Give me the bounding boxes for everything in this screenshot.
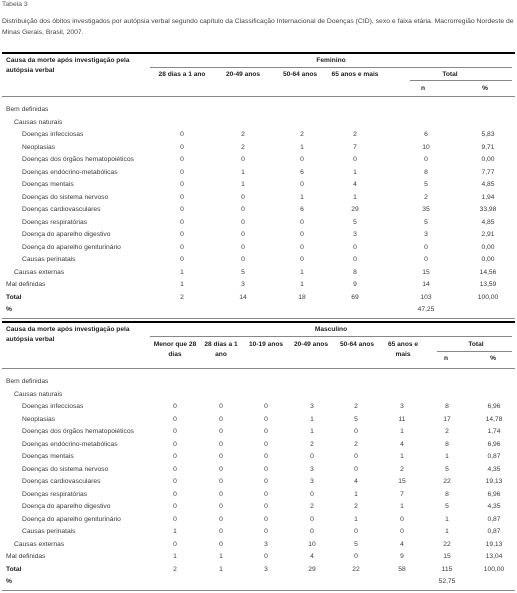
masc-row-label: Doenças mentais xyxy=(22,453,74,460)
masc-table-cell: 0 xyxy=(264,528,268,535)
masc-table-cell: 10 xyxy=(308,540,316,548)
masc-table-cell: 3 xyxy=(310,403,314,410)
masc-table-cell: 4 xyxy=(354,478,358,485)
fem-table-cell: 7 xyxy=(353,143,357,151)
table-top-rule xyxy=(2,52,515,54)
masc-total-header: Total xyxy=(468,341,484,348)
masc-table-cell: 8 xyxy=(445,440,449,448)
masc-table-cell: 2 xyxy=(354,403,358,410)
masc-table-cell: 0,87 xyxy=(487,515,501,523)
fem-table-cell: 14,56 xyxy=(479,268,497,276)
fem-table-cell: 0 xyxy=(241,231,245,238)
masc-table-cell: 2 xyxy=(310,503,314,510)
fem-table-cell: 0 xyxy=(180,143,184,151)
masc-table-cell: 0 xyxy=(173,440,177,448)
masc-table-cell: 4,35 xyxy=(487,503,501,510)
masc-table-cell: 0 xyxy=(173,415,177,423)
masc-table-cell: 1 xyxy=(354,490,358,498)
masc-table-cell: 0 xyxy=(219,440,223,448)
fem-row-label: Neoplasias xyxy=(22,143,56,151)
masc-table-cell: 19,13 xyxy=(485,540,503,548)
masc-table-cell: 1,74 xyxy=(487,428,501,435)
fem-table-cell: 0 xyxy=(241,243,245,251)
masc-group-underline xyxy=(150,336,512,337)
fem-table-cell: 0 xyxy=(180,156,184,163)
fem-table-cell: 0 xyxy=(241,156,245,163)
masc-table-cell: 1 xyxy=(219,565,223,573)
fem-row-label: Total xyxy=(6,293,22,301)
fem-table-cell: 0 xyxy=(241,218,245,226)
fem-table-cell: 6 xyxy=(300,168,304,176)
masc-table-cell: 1 xyxy=(400,503,404,510)
masc-table-cell: 4 xyxy=(310,553,314,560)
fem-table-cell: 14 xyxy=(422,281,430,288)
masc-col-header-3: 10-19 anos xyxy=(248,341,284,348)
masc-table-cell: 0 xyxy=(264,515,268,523)
masc-table-cell: 1 xyxy=(219,553,223,560)
masc-table-cell: 0 xyxy=(264,553,268,560)
fem-row-label: Doenças mentais xyxy=(22,181,74,188)
masc-table-cell: 0 xyxy=(219,428,223,435)
masc-table-cell: 29 xyxy=(308,565,316,573)
masc-pct-header: % xyxy=(490,355,496,362)
masc-group-header: Masculino xyxy=(314,326,348,333)
masc-table-cell: 0 xyxy=(264,403,268,410)
fem-row-label: Bem definidas xyxy=(6,106,49,113)
fem-table-cell: 2,91 xyxy=(481,231,495,238)
masc-table-cell: 0 xyxy=(173,453,177,460)
masc-table-cell: 3 xyxy=(264,540,268,548)
fem-table-cell: 1 xyxy=(180,268,184,276)
masc-table-cell: 52,75 xyxy=(438,578,456,585)
fem-table-cell: 5 xyxy=(424,218,428,226)
masc-cause-header: Causa da morte após investigação pela autópsia verbal xyxy=(6,326,130,343)
masc-col-header-1: Menor que 28 dias xyxy=(153,341,197,358)
fem-table-cell: 33,98 xyxy=(479,206,497,213)
masc-table-cell: 2 xyxy=(310,440,314,448)
masc-table-cell: 0 xyxy=(219,540,223,548)
fem-table-cell: 5 xyxy=(353,218,357,226)
fem-table-cell: 0 xyxy=(241,193,245,201)
fem-table-cell: 0 xyxy=(353,156,357,163)
table-caption: Distribuição dos óbitos investigados por autópsia verbal segundo capítulo da Classificação Internacional de Doenças (CID), sexo e faixa etária. Macrorregião Nordeste de Minas Gerais, Brasil, 2007. xyxy=(2,18,514,36)
fem-table-cell: 0 xyxy=(180,256,184,263)
fem-table-cell: 0 xyxy=(241,256,245,263)
masc-table-cell: 0 xyxy=(264,478,268,485)
masc-table-cell: 19,13 xyxy=(485,478,503,485)
fem-row-label: Mal definidas xyxy=(6,281,46,288)
masc-table-cell: 0 xyxy=(219,503,223,510)
masc-table-cell: 0 xyxy=(264,490,268,498)
masc-table-cell: 0 xyxy=(173,490,177,498)
masc-table-cell: 0 xyxy=(264,453,268,460)
fem-table-cell: 0 xyxy=(424,256,428,263)
fem-table-cell: 4,85 xyxy=(481,181,495,188)
fem-table-cell: 18 xyxy=(298,293,306,301)
fem-table-cell: 13,59 xyxy=(479,281,497,288)
masc-table-cell: 2 xyxy=(400,465,404,473)
masc-table-cell: 0 xyxy=(354,553,358,560)
masc-table-cell: 0 xyxy=(173,515,177,523)
masc-table-cell: 0 xyxy=(264,465,268,473)
masc-row-label: Total xyxy=(6,565,22,573)
masc-row-label: Doenças endócrino-metabólicas xyxy=(22,440,118,448)
masc-table-cell: 0 xyxy=(173,428,177,435)
fem-table-cell: 1 xyxy=(353,168,357,176)
masc-table-cell: 5 xyxy=(445,503,449,510)
fem-table-cell: 0 xyxy=(424,243,428,251)
masc-table-cell: 0 xyxy=(264,440,268,448)
fem-table-cell: 1 xyxy=(300,193,304,201)
masc-row-label: Doenças do sistema nervoso xyxy=(22,465,109,473)
fem-cause-header: Causa da morte após investigação pela autópsia verbal xyxy=(6,57,130,74)
fem-table-cell: 0,00 xyxy=(481,156,495,163)
fem-table-cell: 1,94 xyxy=(481,193,495,201)
masc-row-label: Causas naturais xyxy=(14,390,63,398)
masc-row-label: Bem definidas xyxy=(6,378,49,385)
masc-table-cell: 1 xyxy=(310,428,314,435)
masc-table-cell: 2 xyxy=(354,440,358,448)
fem-table-cell: 2 xyxy=(353,131,357,138)
masc-row-label: Mal definidas xyxy=(6,553,46,560)
masc-table-cell: 0,87 xyxy=(487,528,501,535)
fem-row-label: % xyxy=(6,306,12,313)
masc-table-cell: 13,04 xyxy=(485,553,503,560)
masc-row-label: Doenças infecciosas xyxy=(22,403,84,410)
masc-row-label: Causas externas xyxy=(14,540,65,548)
fem-pct-header: % xyxy=(482,85,488,92)
masc-table-cell: 115 xyxy=(441,565,453,573)
fem-table-cell: 0,00 xyxy=(481,256,495,263)
masc-table-cell: 0 xyxy=(264,415,268,423)
fem-row-label: Doenças do sistema nervoso xyxy=(22,193,109,201)
masc-table-cell: 0 xyxy=(219,453,223,460)
fem-table-cell: 0 xyxy=(300,181,304,188)
masc-table-cell: 3 xyxy=(310,465,314,473)
fem-table-cell: 0 xyxy=(353,243,357,251)
masc-table-cell: 2 xyxy=(445,428,449,435)
masc-table-cell: 22 xyxy=(443,478,451,485)
fem-table-cell: 0 xyxy=(180,218,184,226)
masc-table-cell: 1 xyxy=(173,553,177,560)
masc-table-cell: 0 xyxy=(219,515,223,523)
fem-table-cell: 1 xyxy=(300,268,304,276)
masc-table-cell: 0 xyxy=(354,465,358,473)
fem-table-cell: 0 xyxy=(300,256,304,263)
masc-table-cell: 0 xyxy=(400,515,404,523)
fem-row-label: Doenças respiratórias xyxy=(22,218,88,226)
masc-col-header-4: 20-49 anos xyxy=(293,341,329,348)
masc-table-cell: 3 xyxy=(310,478,314,485)
fem-table-cell: 1 xyxy=(241,168,245,176)
masc-table-cell: 2 xyxy=(354,503,358,510)
fem-table-bottom-rule xyxy=(2,318,515,319)
fem-table-cell: 15 xyxy=(422,268,430,276)
fem-table-cell: 0 xyxy=(300,243,304,251)
fem-col-header-1: 28 dias a 1 ano xyxy=(158,71,206,78)
fem-table-cell: 10 xyxy=(422,143,430,151)
masc-table-bottom-rule xyxy=(2,590,515,591)
fem-table-cell: 8 xyxy=(353,268,357,276)
fem-total-header: Total xyxy=(442,71,458,78)
fem-row-label: Doenças endócrino-metabólicas xyxy=(22,168,118,176)
masc-table-cell: 6,96 xyxy=(487,403,501,410)
masc-row-label: Doenças dos órgãos hematopoiéticos xyxy=(22,428,134,435)
fem-table-cell: 1 xyxy=(353,193,357,201)
fem-table-cell: 5 xyxy=(241,268,245,276)
fem-table-cell: 0 xyxy=(180,168,184,176)
masc-table-cell: 0 xyxy=(173,478,177,485)
fem-table-cell: 47,25 xyxy=(417,306,435,313)
masc-row-label: Doenças respiratórias xyxy=(22,490,88,498)
masc-table-cell: 1 xyxy=(310,415,314,423)
fem-table-cell: 0 xyxy=(180,243,184,251)
fem-table-cell: 5,83 xyxy=(481,131,495,138)
masc-table-cell: 0 xyxy=(264,503,268,510)
masc-row-label: Doenças cardiovasculares xyxy=(22,478,101,485)
masc-table-cell: 1 xyxy=(173,528,177,535)
masc-table-cell: 3 xyxy=(264,565,268,573)
masc-col-header-5: 50-64 anos xyxy=(339,341,375,348)
fem-table-cell: 0 xyxy=(241,206,245,213)
masc-col-header-2: 28 dias a 1 ano xyxy=(204,341,238,358)
fem-table-cell: 1 xyxy=(300,281,304,288)
masc-col-header-6: 65 anos e mais xyxy=(387,341,419,358)
masc-row-label: Doença do aparelho digestivo xyxy=(22,503,111,510)
fem-table-cell: 2 xyxy=(241,143,245,151)
masc-table-cell: 17 xyxy=(443,415,451,423)
fem-table-cell: 2 xyxy=(180,293,184,301)
masc-table-cell: 5 xyxy=(445,465,449,473)
fem-row-label: Doenças infecciosas xyxy=(22,131,84,138)
masc-table-top-rule xyxy=(2,321,515,323)
masc-table-cell: 22 xyxy=(443,540,451,548)
masc-table-cell: 6,96 xyxy=(487,490,501,498)
fem-table-cell: 0 xyxy=(424,156,428,163)
masc-table-cell: 15 xyxy=(398,478,406,485)
masc-table-cell: 1 xyxy=(445,453,449,460)
fem-total-underline xyxy=(410,80,512,81)
fem-table-cell: 2 xyxy=(300,131,304,138)
masc-table-cell: 0 xyxy=(173,403,177,410)
fem-table-cell: 0 xyxy=(300,218,304,226)
fem-header-bottom-rule xyxy=(2,96,515,97)
masc-table-cell: 0 xyxy=(219,415,223,423)
masc-table-cell: 0 xyxy=(354,528,358,535)
masc-table-cell: 0 xyxy=(173,465,177,473)
fem-table-cell: 1 xyxy=(180,281,184,288)
masc-table-cell: 0 xyxy=(219,478,223,485)
masc-table-cell: 0 xyxy=(173,503,177,510)
masc-table-cell: 0 xyxy=(354,428,358,435)
fem-table-cell: 0 xyxy=(180,193,184,201)
masc-table-cell: 2 xyxy=(173,565,177,573)
masc-table-cell: 14,78 xyxy=(485,415,503,423)
masc-table-cell: 6,96 xyxy=(487,440,501,448)
masc-table-cell: 7 xyxy=(400,490,404,498)
fem-table-cell: 14 xyxy=(239,293,247,301)
masc-table-cell: 0 xyxy=(310,490,314,498)
fem-row-label: Causas naturais xyxy=(14,118,63,126)
fem-table-cell: 0 xyxy=(180,181,184,188)
masc-row-label: Causas perinatais xyxy=(22,528,76,535)
fem-row-label: Doenças cardiovasculares xyxy=(22,206,101,213)
masc-table-cell: 1 xyxy=(445,528,449,535)
fem-row-label: Doença do aparelho geniturinário xyxy=(22,243,121,251)
fem-table-cell: 0 xyxy=(180,231,184,238)
masc-row-label: Neoplasias xyxy=(22,415,56,423)
masc-row-label: Doença do aparelho geniturinário xyxy=(22,515,121,523)
masc-table-cell: 1 xyxy=(400,453,404,460)
masc-table-cell: 0 xyxy=(264,428,268,435)
fem-table-cell: 3 xyxy=(424,231,428,238)
masc-table-cell: 9 xyxy=(400,553,404,560)
fem-table-cell: 0 xyxy=(300,231,304,238)
masc-table-cell: 8 xyxy=(445,403,449,410)
fem-group-header: Feminino xyxy=(316,57,346,64)
fem-col-header-2: 20-49 anos xyxy=(225,71,261,78)
fem-table-cell: 35 xyxy=(422,206,430,213)
masc-table-cell: 0 xyxy=(173,540,177,548)
fem-row-label: Causas externas xyxy=(14,268,65,276)
fem-table-cell: 3 xyxy=(353,231,357,238)
masc-table-cell: 0 xyxy=(219,490,223,498)
masc-table-cell: 11 xyxy=(398,415,406,423)
masc-table-cell: 0 xyxy=(354,453,358,460)
fem-table-cell: 9,71 xyxy=(481,143,495,151)
fem-row-label: Doenças dos órgãos hematopoiéticos xyxy=(22,156,134,163)
masc-table-cell: 15 xyxy=(443,553,451,560)
masc-table-cell: 0 xyxy=(219,465,223,473)
fem-table-cell: 4 xyxy=(353,181,357,188)
masc-table-cell: 0 xyxy=(310,515,314,523)
fem-table-cell: 6 xyxy=(300,206,304,213)
masc-table-cell: 4 xyxy=(400,540,404,548)
masc-table-cell: 0 xyxy=(219,528,223,535)
fem-table-cell: 29 xyxy=(351,206,359,213)
fem-row-label: Causas perinatais xyxy=(22,256,76,263)
fem-table-cell: 8 xyxy=(424,168,428,176)
fem-table-cell: 1 xyxy=(300,143,304,151)
masc-table-cell: 100,00 xyxy=(483,565,505,573)
fem-table-cell: 0 xyxy=(180,206,184,213)
masc-table-cell: 5 xyxy=(354,540,358,548)
table-label: Tabela 3 xyxy=(2,1,28,8)
fem-table-cell: 0 xyxy=(180,131,184,138)
masc-table-cell: 1 xyxy=(400,428,404,435)
masc-table-cell: 4 xyxy=(400,440,404,448)
fem-table-cell: 2 xyxy=(424,193,428,201)
masc-table-cell: 0 xyxy=(219,403,223,410)
masc-n-header: n xyxy=(443,355,449,362)
fem-table-cell: 69 xyxy=(351,293,359,301)
fem-table-cell: 5 xyxy=(424,181,428,188)
fem-col-header-3: 50-64 anos xyxy=(282,71,318,78)
fem-col-header-4: 65 anos e mais xyxy=(331,71,379,78)
masc-table-cell: 22 xyxy=(352,565,360,573)
masc-table-cell: 0 xyxy=(400,528,404,535)
masc-table-cell: 0 xyxy=(310,528,314,535)
fem-n-header: n xyxy=(420,85,426,92)
fem-table-cell: 4,85 xyxy=(481,218,495,226)
fem-table-cell: 0,00 xyxy=(481,243,495,251)
fem-table-cell: 3 xyxy=(241,281,245,288)
masc-table-cell: 1 xyxy=(354,515,358,523)
masc-table-cell: 3 xyxy=(400,403,404,410)
fem-table-cell: 103 xyxy=(420,293,432,301)
masc-total-underline xyxy=(437,351,512,352)
fem-table-cell: 7,77 xyxy=(481,168,495,176)
fem-group-underline xyxy=(150,67,512,68)
masc-table-cell: 1 xyxy=(445,515,449,523)
fem-table-cell: 1 xyxy=(241,181,245,188)
masc-table-cell: 8 xyxy=(445,490,449,498)
masc-header-bottom-rule xyxy=(2,368,515,369)
masc-table-cell: 0 xyxy=(310,453,314,460)
fem-table-cell: 0 xyxy=(300,156,304,163)
fem-row-label: Doença do aparelho digestivo xyxy=(22,231,111,238)
masc-table-cell: 0,87 xyxy=(487,453,501,460)
masc-table-cell: 4,35 xyxy=(487,465,501,473)
fem-table-cell: 0 xyxy=(353,256,357,263)
fem-table-cell: 2 xyxy=(241,131,245,138)
fem-table-cell: 9 xyxy=(353,281,357,288)
fem-table-cell: 6 xyxy=(424,131,428,138)
masc-table-cell: 58 xyxy=(398,565,406,573)
masc-row-label: % xyxy=(6,578,12,585)
fem-table-cell: 100,00 xyxy=(477,293,499,301)
masc-table-cell: 5 xyxy=(354,415,358,423)
